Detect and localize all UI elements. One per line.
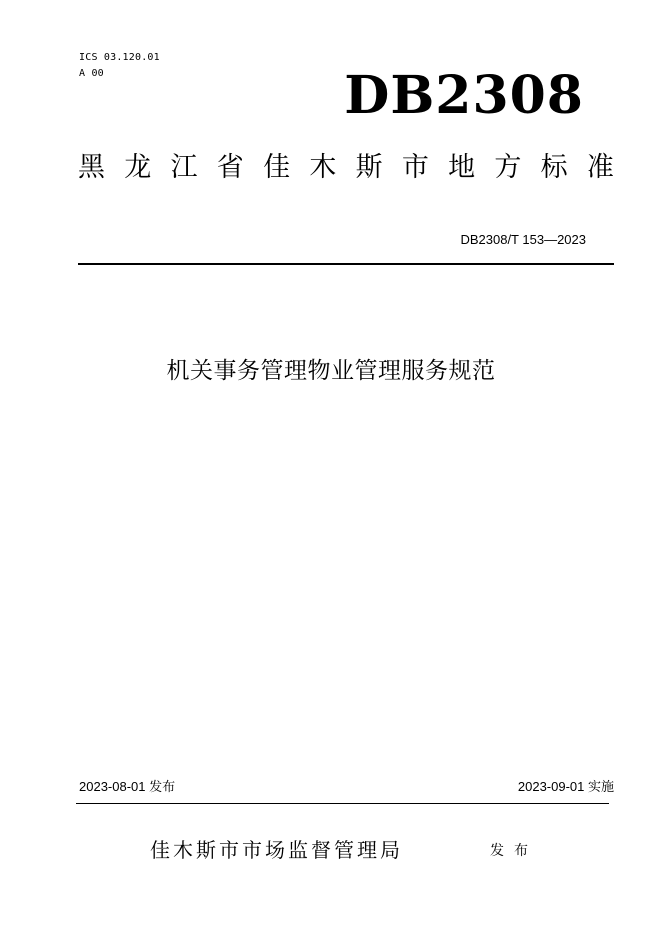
header-divider: [78, 263, 614, 265]
standard-type-char: 佳: [263, 152, 291, 183]
standard-type-char: 黑: [78, 152, 105, 183]
standard-type-char: 方: [494, 152, 522, 183]
ics-code: ICS 03.120.01: [79, 52, 160, 63]
standard-type-char: 龙: [124, 152, 152, 183]
classification-codes: [79, 50, 160, 82]
publish-date: 2023-08-01 发布: [79, 779, 176, 794]
standard-type-heading: [78, 148, 614, 188]
standard-type-char: 地: [448, 152, 476, 183]
document-title: 机关事务管理物业管理服务规范: [166, 358, 496, 384]
issue-label: 发布: [490, 843, 538, 859]
standard-type-char: 省: [216, 152, 244, 183]
standard-type-char: 市: [401, 152, 429, 183]
standard-type-char: 标: [540, 152, 568, 183]
standard-type-char: 木: [309, 152, 337, 183]
standard-type-char: 斯: [355, 152, 383, 183]
standard-type-char: 江: [170, 152, 198, 183]
standard-code: DB2308/T 153—2023: [460, 232, 586, 247]
ccs-code: A 00: [79, 68, 104, 79]
standard-type-char: 准: [586, 152, 614, 183]
implement-date: 2023-09-01 实施: [517, 779, 614, 794]
issuing-authority: 佳木斯市市场监督管理局: [150, 838, 403, 862]
standard-logo: DB2308: [344, 65, 584, 126]
footer-divider: [76, 803, 609, 804]
